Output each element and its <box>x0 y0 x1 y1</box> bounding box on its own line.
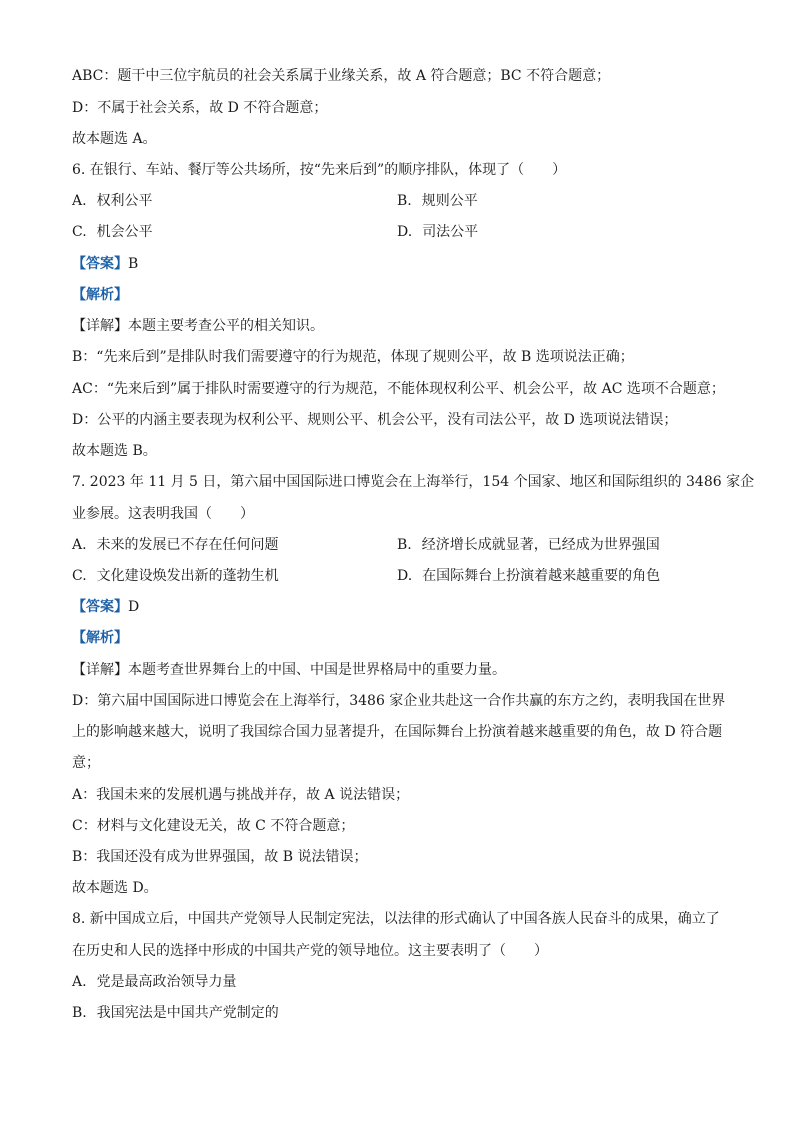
q6-option-a <box>72 191 153 211</box>
option-text: 机会公平 <box>96 224 153 240</box>
option-text: 我国宪法是中国共产党制定的 <box>96 1005 279 1021</box>
answer-value: D <box>128 599 140 615</box>
answer-tag: 【答案】 <box>72 599 128 615</box>
q7-option-d <box>397 566 660 586</box>
option-key: A. <box>72 974 87 990</box>
q6-option-c <box>72 222 153 242</box>
q7-option-b <box>397 535 660 555</box>
text-line: C：材料与文化建设无关，故 C 不符合题意； <box>72 818 355 834</box>
text-line: 【详解】本题考查世界舞台上的中国、中国是世界格局中的重要力量。 <box>72 662 506 678</box>
q7-option-a <box>72 535 279 555</box>
text-line: B：“先来后到”是排队时我们需要遵守的行为规范，体现了规则公平，故 B 选项说法正确； <box>72 349 634 365</box>
question-8-stem-cont: 在历史和人民的选择中形成的中国共产党的领导地位。这主要表明了（ ） <box>72 943 548 959</box>
text-line: 故本题选 B。 <box>72 443 157 459</box>
option-text: 文化建设焕发出新的蓬勃生机 <box>96 568 279 584</box>
question-7-stem-cont: 业参展。这表明我国（ ） <box>72 506 254 522</box>
text-line: B：我国还没有成为世界强国，故 B 说法错误； <box>72 849 368 865</box>
text-line: 【详解】本题主要考查公平的相关知识。 <box>72 318 324 334</box>
text-line: D：不属于社会关系，故 D 不符合题意； <box>72 100 328 116</box>
q8-option-a <box>72 972 237 992</box>
option-text: 经济增长成就显著，已经成为世界强国 <box>421 537 660 553</box>
q6-option-b <box>397 191 478 211</box>
analysis-tag: 【解析】 <box>72 287 128 303</box>
option-text: 未来的发展已不存在任何问题 <box>96 537 279 553</box>
option-key: C. <box>72 224 87 240</box>
option-key: D. <box>397 224 413 240</box>
q6-analysis-tag <box>72 285 732 305</box>
option-key: B. <box>72 1005 87 1021</box>
q7-answer <box>72 597 732 617</box>
option-text: 权利公平 <box>96 193 153 209</box>
text-line: 故本题选 A。 <box>72 131 157 147</box>
answer-value: B <box>128 256 139 272</box>
answer-tag: 【答案】 <box>72 256 128 272</box>
text-line: 故本题选 D。 <box>72 880 158 896</box>
option-key: B. <box>397 537 412 553</box>
text-line: A：我国未来的发展机遇与挑战并存，故 A 说法错误； <box>72 787 410 803</box>
option-key: A. <box>72 537 87 553</box>
analysis-tag: 【解析】 <box>72 630 128 646</box>
option-key: C. <box>72 568 87 584</box>
option-key: A. <box>72 193 87 209</box>
option-text: 党是最高政治领导力量 <box>96 974 237 990</box>
text-line: D：公平的内涵主要表现为权利公平、规则公平、机会公平，没有司法公平，故 D 选项说法错误； <box>72 412 678 428</box>
question-6-stem: 6. 在银行、车站、餐厅等公共场所，按“先来后到”的顺序排队，体现了（ ） <box>72 162 567 178</box>
q6-answer <box>72 254 732 274</box>
text-line: D：第六届中国国际进口博览会在上海举行，3486 家企业共赴这一合作共赢的东方之约，表明我国在世界 <box>72 693 726 709</box>
question-7-stem: 7. 2023 年 11 月 5 日，第六届中国国际进口博览会在上海举行，154 个国家、地区和国际组织的 3486 家企 <box>72 474 755 490</box>
option-key: D. <box>397 568 413 584</box>
q6-option-d <box>397 222 478 242</box>
text-line: ABC：题干中三位宇航员的社会关系属于业缘关系，故 A 符合题意；BC 不符合题意； <box>72 68 611 84</box>
option-text: 规则公平 <box>421 193 478 209</box>
text-line: 上的影响越来越大，说明了我国综合国力显著提升，在国际舞台上扮演着越来越重要的角色，故 D 符合题 <box>72 724 723 740</box>
q7-option-c <box>72 566 279 586</box>
option-key: B. <box>397 193 412 209</box>
question-8-stem: 8. 新中国成立后，中国共产党领导人民制定宪法，以法律的形式确认了中国各族人民奋斗的成果，确立了 <box>72 911 720 927</box>
option-text: 司法公平 <box>422 224 479 240</box>
option-text: 在国际舞台上扮演着越来越重要的角色 <box>422 568 661 584</box>
q7-analysis-tag <box>72 628 732 648</box>
text-line: AC：“先来后到”属于排队时需要遵守的行为规范，不能体现权利公平、机会公平，故 AC 选项不合题意； <box>72 381 725 397</box>
q8-option-b <box>72 1003 279 1023</box>
text-line: 意； <box>72 755 100 771</box>
